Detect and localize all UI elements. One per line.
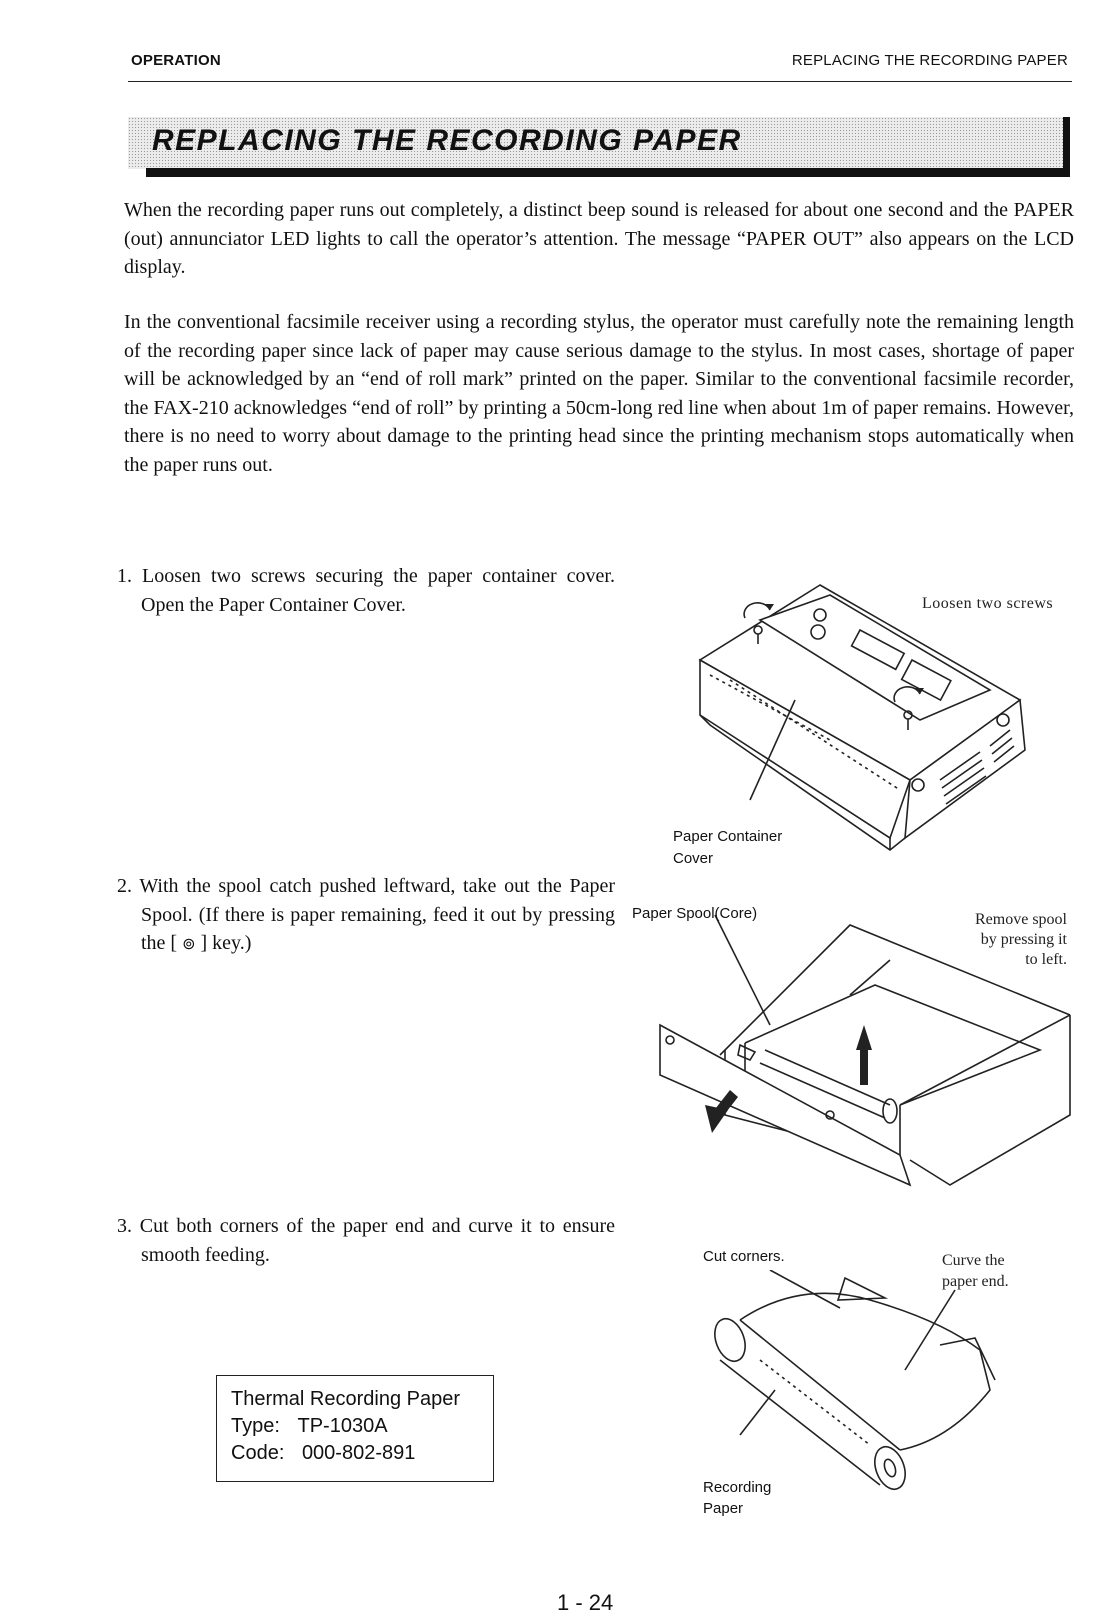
step-3 [117, 1212, 615, 1269]
title-banner-edge [1063, 117, 1070, 177]
page-title: REPLACING THE RECORDING PAPER [152, 124, 742, 157]
step-3-text: Cut both corners of the paper end and curve it to ensure smooth feeding. [139, 1215, 615, 1266]
section-header: OPERATION [131, 52, 221, 69]
remove-spool-line1: Remove spool [975, 911, 1067, 928]
topic-header: REPLACING THE RECORDING PAPER [791, 52, 1068, 69]
page-number: 1 - 24 [557, 1590, 614, 1615]
loosen-screws-label: Loosen two screws [922, 595, 1054, 612]
paper-code-row [231, 1440, 493, 1467]
intro-paragraph-2: In the conventional facsimile receiver using a recording stylus, the operator must carefully note the remaining length of the recording paper since lack of paper may cause serious damage to the stylus. In most cases, shortage of paper will be acknowledged by an “end of roll mark” printed on the paper. Similar to the conventional facsimile recorder, the FAX-210 acknowledges “end of roll” by printing a 50cm-long red line when about 1m of paper remains. However, there is no need to worry about damage to the printing head since the printing mechanism stops automatically when the paper runs out. [124, 311, 1074, 476]
recording-paper-line1: Recording [703, 1479, 772, 1496]
paper-type-row [231, 1413, 493, 1440]
paper-spec-title: Thermal Recording Paper [231, 1388, 460, 1410]
remove-spool-line2: by pressing it [980, 931, 1067, 948]
recording-paper-line2: Paper [703, 1500, 744, 1517]
step-1-text: Loosen two screws securing the paper container cover. Open the Paper Container Cover. [141, 565, 615, 616]
up-arrow-shaft [860, 1045, 868, 1085]
step-2-text-after: ] key.) [200, 932, 252, 954]
cover-label-line1: Paper Container [673, 828, 783, 845]
cover-label-line2: Cover [673, 850, 714, 867]
step-2 [117, 872, 615, 959]
step-1 [117, 562, 615, 619]
paper-code-value: 000-802-891 [301, 1442, 416, 1464]
title-banner-shadow [146, 168, 1068, 177]
paper-type-value: TP-1030A [297, 1415, 388, 1437]
recording-paper-illustration [690, 1270, 1030, 1500]
cut-corners-label: Cut corners. [703, 1248, 785, 1265]
curve-end-line1: Curve the [942, 1252, 1005, 1269]
paper-spool-label: Paper Spool(Core) [632, 905, 758, 922]
header-rule [128, 81, 1072, 82]
curve-end-line2: paper end. [942, 1273, 1009, 1290]
paper-spec-box [216, 1375, 494, 1482]
paper-code-label: Code: [231, 1442, 285, 1464]
step-3-number: 3. [117, 1215, 132, 1237]
step-1-number: 1. [117, 565, 132, 587]
paper-type-label: Type: [231, 1415, 280, 1437]
remove-spool-line3: to left. [1025, 951, 1067, 968]
step-2-number: 2. [117, 875, 132, 897]
step-2-text-before: With the spool catch pushed leftward, take out the Paper Spool. (If there is paper remaining, feed it out by pressing the [ [139, 875, 616, 954]
intro-paragraph-1: When the recording paper runs out completely, a distinct beep sound is released for about one second and the PAPER (out) annunciator LED lights to call the operator’s attention. The message “PAPER OUT” also appears on the LCD display. [124, 199, 1074, 278]
feed-key-icon: ⊚ [182, 934, 196, 953]
up-arrow-icon [856, 1025, 872, 1050]
